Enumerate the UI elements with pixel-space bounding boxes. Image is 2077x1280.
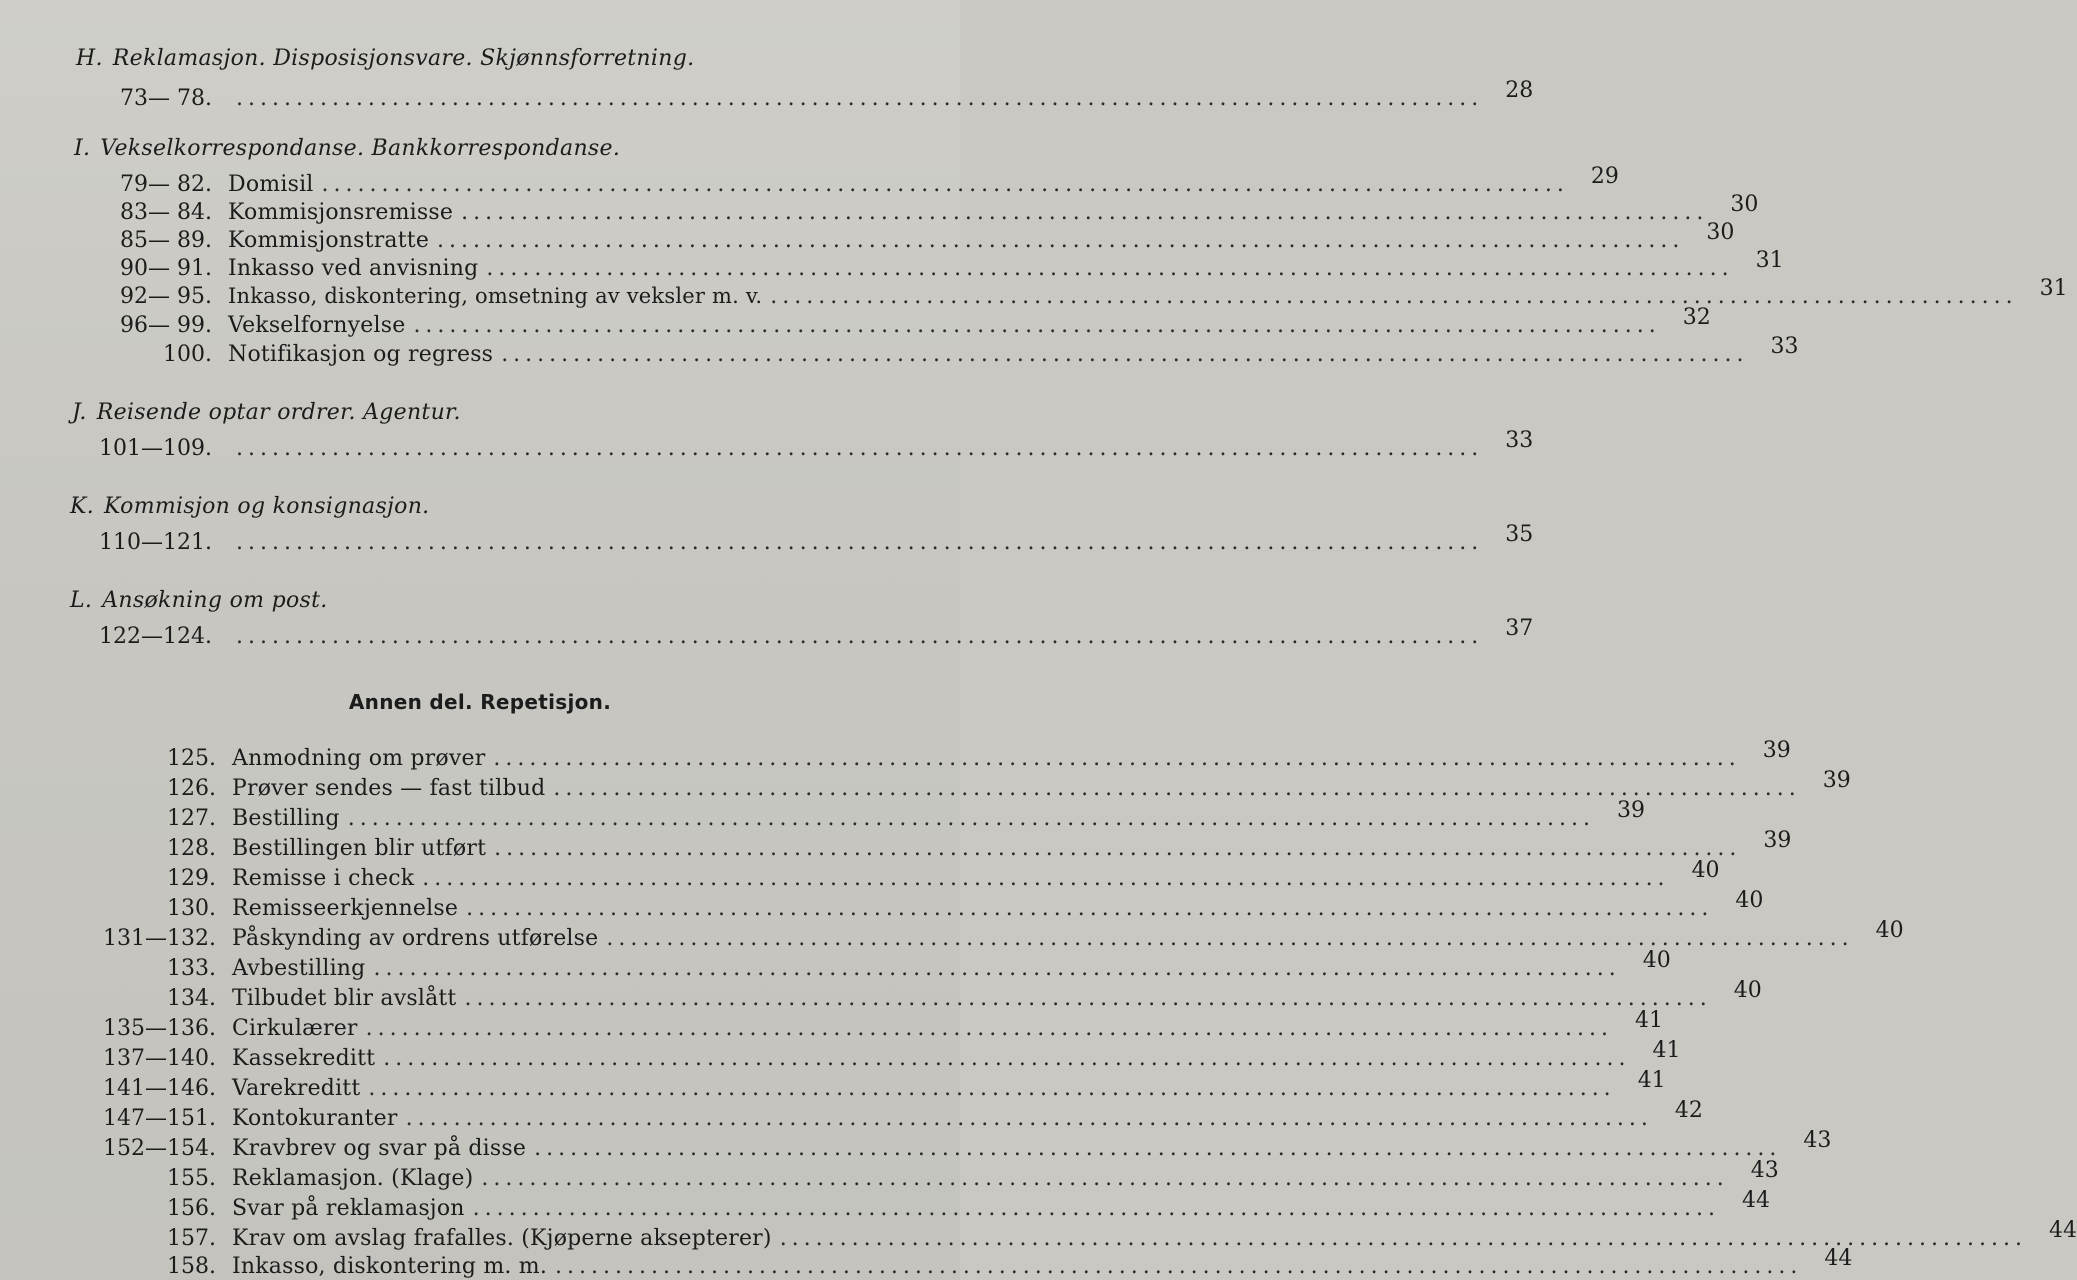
entry-title: Remisseerkjennelse bbox=[232, 896, 459, 921]
entry-number: 152—154. bbox=[103, 1136, 216, 1161]
entry-title: Svar på reklamasjon bbox=[232, 1196, 465, 1221]
entry-number: 83— 84. bbox=[120, 200, 212, 225]
entry-page: 31 bbox=[1755, 248, 1784, 273]
toc-entry bbox=[80, 1008, 1663, 1041]
entry-page: 40 bbox=[1733, 978, 1762, 1003]
toc-entry bbox=[80, 828, 1792, 861]
toc-entry bbox=[80, 276, 2068, 309]
entry-title: Inkasso, diskontering, omsetning av veksler m. v. bbox=[228, 284, 763, 308]
entry-number: 141—146. bbox=[103, 1076, 216, 1101]
entry-title: Bestillingen blir utført bbox=[232, 836, 487, 861]
entry-number: 100. bbox=[163, 342, 212, 367]
entry-page: 33 bbox=[1770, 334, 1799, 359]
entry-page: 28 bbox=[1505, 78, 1534, 103]
toc-entry bbox=[80, 978, 1762, 1011]
entry-number: 129. bbox=[167, 866, 216, 891]
entry-number: 135—136. bbox=[103, 1016, 216, 1041]
toc-entry bbox=[80, 220, 1735, 253]
entry-number: 85— 89. bbox=[120, 228, 212, 253]
entry-number: 156. bbox=[167, 1196, 216, 1221]
entry-title: Inkasso ved anvisning bbox=[228, 256, 479, 281]
entry-page: 39 bbox=[1822, 768, 1851, 793]
entry-page: 39 bbox=[1617, 798, 1646, 823]
entry-title: Kontokuranter bbox=[232, 1106, 398, 1131]
dot-leader: ........................................................................................................ bbox=[461, 200, 1709, 225]
toc-entry bbox=[80, 334, 1799, 367]
entry-page: 35 bbox=[1505, 522, 1534, 547]
entry-page: 30 bbox=[1730, 192, 1759, 217]
entry-page: 37 bbox=[1505, 616, 1534, 641]
entry-page: 44 bbox=[1741, 1188, 1770, 1213]
toc-entry bbox=[80, 948, 1671, 981]
toc-entry bbox=[80, 768, 1851, 801]
entry-title: Cirkulærer bbox=[232, 1016, 358, 1041]
section-letter: H. bbox=[76, 46, 103, 71]
entry-title: Avbestilling bbox=[232, 956, 366, 981]
entry-page: 42 bbox=[1674, 1098, 1703, 1123]
entry-title: Prøver sendes — fast tilbud bbox=[232, 776, 546, 801]
dot-leader: ........................................................................................................ bbox=[236, 530, 1484, 555]
dot-leader: ........................................................................................................ bbox=[405, 1106, 1653, 1131]
section-title: Kommisjon og konsignasjon. bbox=[104, 494, 430, 519]
dot-leader: ........................................................................................................ bbox=[606, 926, 1854, 951]
dot-leader: ........................................................................................................ bbox=[534, 1136, 1782, 1161]
entry-title: Påskynding av ordrens utførelse bbox=[232, 926, 599, 951]
dot-leader: ........................................................................................................ bbox=[466, 896, 1714, 921]
toc-entry bbox=[80, 798, 1646, 831]
entry-number: 110—121. bbox=[99, 530, 212, 555]
entry-number: 133. bbox=[167, 956, 216, 981]
dot-leader: ........................................................................................................ bbox=[413, 313, 1661, 338]
entry-title: Kravbrev og svar på disse bbox=[232, 1136, 527, 1161]
toc-entry bbox=[80, 1128, 1832, 1161]
entry-title: Inkasso, diskontering m. m. bbox=[232, 1254, 548, 1279]
dot-leader: ........................................................................................................ bbox=[437, 228, 1685, 253]
dot-leader: ........................................................................................................ bbox=[481, 1166, 1729, 1191]
entry-number: 96— 99. bbox=[120, 313, 212, 338]
entry-page: 29 bbox=[1590, 164, 1619, 189]
dot-leader: ........................................................................................................ bbox=[236, 624, 1484, 649]
entry-page: 44 bbox=[1824, 1246, 1853, 1271]
entry-title: Vekselfornyelse bbox=[228, 313, 406, 338]
section-heading-l bbox=[70, 588, 328, 613]
toc-entry bbox=[80, 78, 1534, 111]
entry-title: Bestilling bbox=[232, 806, 340, 831]
section-letter: J. bbox=[72, 400, 87, 425]
dot-leader: ........................................................................................................ bbox=[770, 284, 2018, 309]
entry-page: 33 bbox=[1505, 428, 1534, 453]
toc-entry bbox=[80, 1246, 1853, 1279]
section-heading-k bbox=[70, 494, 429, 519]
dot-leader: ........................................................................................................ bbox=[383, 1046, 1631, 1071]
entry-title: Anmodning om prøver bbox=[232, 746, 486, 771]
dot-leader: ........................................................................................................ bbox=[365, 1016, 1613, 1041]
section-title: Reklamasjon. Disposisjonsvare. Skjønnsforretning. bbox=[112, 46, 695, 71]
entry-number: 130. bbox=[167, 896, 216, 921]
section-title: Vekselkorrespondanse. Bankkorrespondanse. bbox=[100, 136, 621, 161]
entry-number: 125. bbox=[167, 746, 216, 771]
section-letter: L. bbox=[70, 588, 93, 613]
entry-number: 155. bbox=[167, 1166, 216, 1191]
entry-title: Notifikasjon og regress bbox=[228, 342, 494, 367]
entry-page: 43 bbox=[1750, 1158, 1779, 1183]
entry-page: 41 bbox=[1634, 1008, 1663, 1033]
dot-leader: ........................................................................................................ bbox=[779, 1226, 2027, 1251]
dot-leader: ........................................................................................................ bbox=[236, 86, 1484, 111]
entry-page: 39 bbox=[1762, 738, 1791, 763]
dot-leader: ........................................................................................................ bbox=[501, 342, 1749, 367]
toc-entry bbox=[80, 164, 1619, 197]
entry-number: 147—151. bbox=[103, 1106, 216, 1131]
dot-leader: ........................................................................................................ bbox=[422, 866, 1670, 891]
part-heading: Annen del. Repetisjon. bbox=[348, 690, 612, 714]
entry-number: 122—124. bbox=[99, 624, 212, 649]
dot-leader: ........................................................................................................ bbox=[373, 956, 1621, 981]
toc-entry bbox=[80, 738, 1791, 771]
entry-number: 157. bbox=[167, 1226, 216, 1251]
entry-number: 127. bbox=[167, 806, 216, 831]
entry-number: 131—132. bbox=[103, 926, 216, 951]
toc-entry bbox=[80, 616, 1534, 649]
dot-leader: ........................................................................................................ bbox=[555, 1254, 1803, 1279]
dot-leader: ........................................................................................................ bbox=[553, 776, 1801, 801]
entry-title: Kommisjonstratte bbox=[228, 228, 430, 253]
section-heading-h bbox=[76, 46, 694, 71]
toc-entry bbox=[80, 305, 1711, 338]
entry-number: 90— 91. bbox=[120, 256, 212, 281]
toc-entry bbox=[80, 1218, 2077, 1251]
entry-number: 134. bbox=[167, 986, 216, 1011]
toc-entry bbox=[80, 1038, 1681, 1071]
entry-number: 128. bbox=[167, 836, 216, 861]
dot-leader: ........................................................................................................ bbox=[347, 806, 1596, 831]
entry-number: 79— 82. bbox=[120, 172, 212, 197]
entry-page: 41 bbox=[1652, 1038, 1681, 1063]
entry-page: 32 bbox=[1682, 305, 1711, 330]
toc-entry bbox=[80, 1098, 1703, 1131]
entry-title: Kassekreditt bbox=[232, 1046, 376, 1071]
entry-page: 39 bbox=[1763, 828, 1792, 853]
toc-entry bbox=[80, 858, 1720, 891]
toc-entry bbox=[80, 1158, 1779, 1191]
entry-page: 41 bbox=[1637, 1068, 1666, 1093]
entry-page: 31 bbox=[2039, 276, 2068, 301]
dot-leader: ........................................................................................................ bbox=[464, 986, 1712, 1011]
dot-leader: ........................................................................................................ bbox=[494, 836, 1742, 861]
entry-number: 92— 95. bbox=[120, 284, 212, 309]
toc-entry bbox=[80, 248, 1784, 281]
entry-title: Kommisjonsremisse bbox=[228, 200, 454, 225]
entry-page: 30 bbox=[1706, 220, 1735, 245]
entry-number: 101—109. bbox=[99, 436, 212, 461]
dot-leader: ........................................................................................................ bbox=[368, 1076, 1616, 1101]
toc-entry bbox=[80, 192, 1759, 225]
section-letter: I. bbox=[74, 136, 91, 161]
dot-leader: ........................................................................................................ bbox=[236, 436, 1484, 461]
entry-title: Domisil bbox=[228, 172, 314, 197]
entry-title: Krav om avslag frafalles. (Kjøperne aksepterer) bbox=[232, 1226, 772, 1251]
dot-leader: ........................................................................................................ bbox=[486, 256, 1734, 281]
entry-number: 137—140. bbox=[103, 1046, 216, 1071]
entry-number: 73— 78. bbox=[120, 86, 212, 111]
entry-page: 40 bbox=[1735, 888, 1764, 913]
entry-page: 40 bbox=[1875, 918, 1904, 943]
section-title: Reisende optar ordrer. Agentur. bbox=[96, 400, 461, 425]
entry-title: Reklamasjon. (Klage) bbox=[232, 1166, 474, 1191]
entry-title: Varekreditt bbox=[232, 1076, 361, 1101]
entry-page: 40 bbox=[1691, 858, 1720, 883]
section-heading-i bbox=[74, 136, 620, 161]
section-title: Ansøkning om post. bbox=[102, 588, 328, 613]
toc-entry bbox=[80, 522, 1534, 555]
toc-entry bbox=[80, 918, 1904, 951]
toc-entry bbox=[80, 1188, 1770, 1221]
entry-title: Remisse i check bbox=[232, 866, 415, 891]
entry-number: 158. bbox=[167, 1254, 216, 1279]
dot-leader: ........................................................................................................ bbox=[493, 746, 1741, 771]
dot-leader: ........................................................................................................ bbox=[321, 172, 1569, 197]
section-heading-j bbox=[72, 400, 461, 425]
toc-entry bbox=[80, 428, 1534, 461]
entry-page: 44 bbox=[2048, 1218, 2077, 1243]
entry-title: Tilbudet blir avslått bbox=[232, 986, 457, 1011]
entry-number: 126. bbox=[167, 776, 216, 801]
toc-entry bbox=[80, 1068, 1666, 1101]
toc-entry bbox=[80, 888, 1764, 921]
entry-page: 40 bbox=[1642, 948, 1671, 973]
section-letter: K. bbox=[70, 494, 95, 519]
dot-leader: ........................................................................................................ bbox=[472, 1196, 1720, 1221]
entry-page: 43 bbox=[1803, 1128, 1832, 1153]
